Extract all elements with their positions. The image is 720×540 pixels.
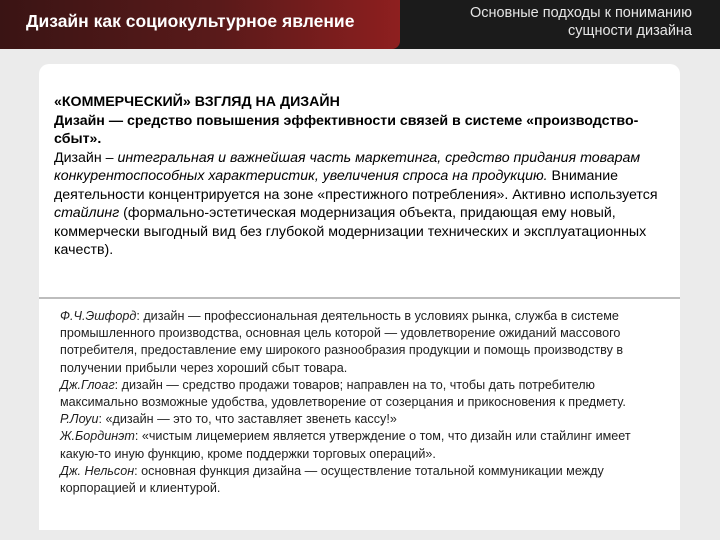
quote-author: Ж.Бординэт <box>60 429 135 444</box>
quote-item <box>60 411 660 428</box>
quote-text: : «дизайн — это то, что заставляет звенеть кассу!» <box>98 412 397 427</box>
header-bar <box>0 0 720 49</box>
para-prefix: Дизайн – <box>54 149 118 166</box>
quote-author: Р.Лоуи <box>60 412 99 427</box>
para-middle: Внимание деятельности концентрируется на зоне «престижного потребления». Активно используется <box>54 168 658 203</box>
quote-text: : «чистым лицемерием является утверждение о том, что дизайн или стайлинг имеет какую-то иную функцию, кроме поддержки торговых операций». <box>60 429 631 461</box>
quote-item <box>60 308 660 377</box>
presentation-title: Дизайн как социокультурное явление <box>26 11 355 31</box>
quote-author: Дж. Нельсон <box>60 463 135 478</box>
styling-term: стайлинг <box>54 205 120 221</box>
quote-text: : дизайн — профессиональная деятельность в условиях рынка, служба в системе промышленного производства, основная цель которой — удовлетворение ожиданий массового потребителя, предоставление ему широкого разнообразия продукции и помощь производству в получении прибыли через хороший сбыт товара. <box>60 309 624 375</box>
quote-item <box>60 463 660 497</box>
quote-item <box>60 428 660 462</box>
quote-text: : основная функция дизайна — осуществление тотальной коммуникации между корпорацией и клиентурой. <box>60 463 604 496</box>
slide-heading: «КОММЕРЧЕСКИЙ» ВЗГЛЯД НА ДИЗАЙН <box>54 94 340 110</box>
quote-author: Дж.Глоаг <box>60 377 115 392</box>
quote-item <box>60 377 660 411</box>
thesis-statement: Дизайн — средство повышения эффективности связей в системе «производство-сбыт». <box>54 112 639 147</box>
quotes-list <box>60 308 660 497</box>
quote-author: Ф.Ч.Эшфорд <box>60 309 137 323</box>
quote-text: : дизайн — средство продажи товаров; направлен на то, чтобы дать потребителю максимально возможные удобства, удовлетворение от созерцания и прикосновения к предмету. <box>60 377 626 410</box>
divider-line <box>39 297 680 299</box>
main-text-block <box>54 93 674 260</box>
description-paragraph <box>54 149 674 260</box>
para-end: (формально-эстетическая модернизация объекта, придающая ему новый, коммерчески выгодный вид без глубокой модернизации технических и эксплуатационных качеств). <box>54 205 647 258</box>
para-italic-definition: интегральная и важнейшая часть маркетинга, средство придания товарам конкурентоспособных характеристик, увеличения спроса на продукцию. <box>54 149 641 184</box>
section-title: Основные подходы к пониманию сущности дизайна <box>469 5 692 39</box>
